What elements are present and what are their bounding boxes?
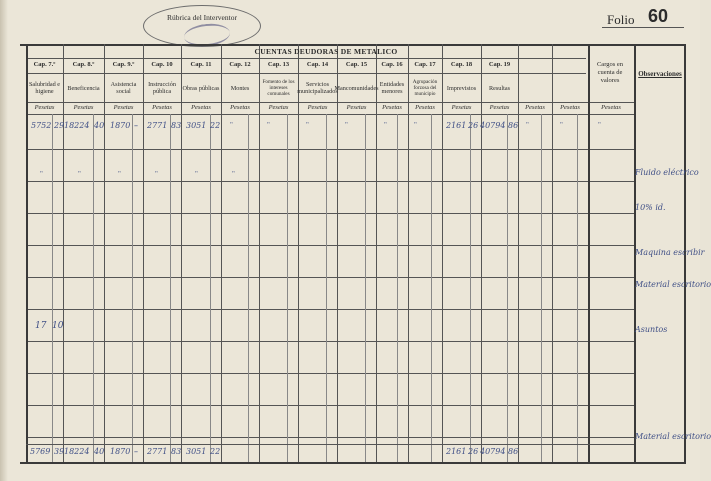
ditto-mark: "	[195, 170, 198, 178]
ditto-mark: "	[155, 170, 158, 178]
column-rule	[287, 114, 288, 462]
column-rule	[93, 114, 94, 462]
ditto-mark: "	[232, 170, 235, 178]
column-name	[552, 76, 588, 102]
column-rule	[170, 114, 171, 462]
column-rule	[210, 114, 211, 462]
column-rule	[541, 114, 542, 462]
column-name: Servicios municipalizados	[297, 81, 338, 95]
row1-cap11-pesetas: 3051	[186, 121, 207, 130]
row1-cap10-pesetas: 2771	[147, 121, 168, 130]
total-cap11-cents: 22	[210, 447, 221, 456]
total-cap7-cents: 39	[54, 447, 65, 456]
column-unit: Pesetas	[346, 104, 367, 111]
obs-entry: Asuntos	[635, 325, 668, 334]
obs-entry: Material escritorio	[635, 432, 711, 441]
column-unit: Pesetas	[34, 104, 55, 111]
total-cap8-pesetas: 18224	[64, 447, 90, 456]
cargos-unit: Pesetas	[601, 104, 621, 111]
ditto-mark: "	[526, 121, 529, 129]
ditto-mark: "	[414, 121, 417, 129]
obs-entry: Material escritorio	[635, 280, 711, 289]
ruling-line	[26, 437, 634, 438]
column-name: Resultas	[489, 84, 510, 92]
total-cap10-cents: 83	[171, 447, 182, 456]
column-rule	[326, 114, 327, 462]
folio-underline	[602, 27, 684, 28]
column-rule	[577, 114, 578, 462]
ditto-mark: "	[230, 121, 233, 129]
total-cap18-cents: 26	[468, 447, 479, 456]
ruling-line	[26, 444, 634, 445]
column-rule	[52, 114, 53, 462]
ditto-mark: "	[267, 121, 270, 129]
seal-label: Rúbrica del Interventor	[167, 13, 237, 22]
total-cap8-cents: 40	[94, 447, 105, 456]
column-unit: Pesetas	[307, 104, 328, 111]
column-cap-label: Cap. 11	[190, 61, 212, 68]
row1-cap8-pesetas: 18224	[64, 121, 90, 130]
column-cap-label: Cap. 16	[381, 61, 403, 68]
column-unit: Pesetas	[560, 104, 580, 111]
ruling-line	[26, 58, 586, 59]
observaciones-header: Observaciones	[638, 70, 682, 78]
total-cap19-cents: 86	[508, 447, 519, 456]
obs-entry: 10% id.	[635, 203, 666, 212]
ruling-line	[20, 44, 686, 46]
ruling-line	[26, 114, 634, 115]
column-name: Salubridad e higiene	[28, 81, 61, 95]
column-unit: Pesetas	[451, 104, 472, 111]
column-unit: Pesetas	[382, 104, 402, 111]
row1-cap10-cents: 83	[171, 121, 182, 130]
column-name: Beneficencia	[67, 84, 100, 92]
row1-cap9-pesetas: 1870	[110, 121, 131, 130]
column-cap-label: Cap. 8.º	[72, 61, 95, 68]
column-rule	[507, 114, 508, 462]
column-name: Entidades menores	[379, 81, 405, 95]
cargos-header: Cargos en cuenta de valores	[596, 61, 624, 85]
row1-cap18-cents: 26	[468, 121, 479, 130]
row1-cap9-cents: –	[134, 121, 138, 130]
rowmid-cap7-cents: 10	[52, 321, 64, 331]
column-rule	[132, 114, 133, 462]
ruling-line	[20, 462, 686, 464]
column-unit: Pesetas	[73, 104, 94, 111]
column-unit: Pesetas	[489, 104, 510, 111]
section-banner: CUENTAS DEUDORAS DE METALICO	[254, 47, 398, 56]
ruling-line	[26, 341, 634, 342]
rowmid-cap7-pesetas: 17	[35, 321, 47, 331]
ruling-line	[26, 73, 586, 74]
column-name: Asistencia social	[110, 81, 137, 95]
column-unit: Pesetas	[415, 104, 435, 111]
column-unit: Pesetas	[113, 104, 134, 111]
column-name: Mancomunidades	[334, 84, 379, 92]
column-name: Montes	[230, 84, 250, 92]
row1-cap7-cents: 29	[54, 121, 65, 130]
folio-label: Folio	[607, 12, 635, 27]
total-cap11-pesetas: 3051	[186, 447, 207, 456]
column-rule	[248, 114, 249, 462]
total-cap9-cents: –	[134, 447, 138, 456]
column-cap-label: Cap. 10	[151, 61, 173, 68]
column-name	[518, 76, 552, 102]
column-rule	[365, 114, 366, 462]
ditto-mark: "	[384, 121, 387, 129]
ditto-mark: "	[78, 170, 81, 178]
column-cap-label: Cap. 9.º	[112, 61, 135, 68]
row1-cap11-cents: 22	[210, 121, 221, 130]
ruling-line	[26, 373, 634, 374]
column-rule	[397, 114, 398, 462]
column-name: Agrupación forzosa del municipio	[412, 79, 438, 97]
obs-entry: Maquina escribir	[635, 248, 705, 257]
column-name: Imprevistos	[446, 84, 477, 92]
column-unit: Pesetas	[525, 104, 545, 111]
column-cap-label: Cap. 13	[267, 61, 290, 68]
total-cap10-pesetas: 2771	[147, 447, 168, 456]
ruling-line	[26, 149, 634, 150]
row1-cap18-pesetas: 2161	[446, 121, 467, 130]
ruling-line	[26, 213, 634, 214]
column-cap-label: Cap. 18	[450, 61, 473, 68]
obs-entry: Fluido eléctrico	[635, 168, 699, 177]
row1-cap19-cents: 86	[508, 121, 519, 130]
interventor-seal	[143, 5, 261, 47]
ruling-line	[26, 277, 634, 278]
ruling-line	[26, 181, 634, 182]
total-cap18-pesetas: 2161	[446, 447, 467, 456]
column-unit: Pesetas	[230, 104, 250, 111]
column-cap-label: Cap. 7.º	[33, 61, 56, 68]
column-rule	[431, 114, 432, 462]
column-cap-label: Cap. 12	[229, 61, 251, 68]
column-unit: Pesetas	[152, 104, 172, 111]
column-unit: Pesetas	[191, 104, 211, 111]
column-name: Instrucción pública	[148, 81, 176, 95]
ditto-mark: "	[118, 170, 121, 178]
ruling-line	[26, 309, 634, 310]
column-cap-label: Cap. 17	[414, 61, 436, 68]
ruling-line	[26, 405, 634, 406]
ditto-mark: "	[560, 121, 563, 129]
ruling-line	[26, 102, 634, 103]
column-name: Fomento de los intereses comunales	[262, 79, 295, 97]
column-cap-label: Cap. 14	[306, 61, 329, 68]
total-cap9-pesetas: 1870	[110, 447, 131, 456]
column-name: Obras públicas	[182, 84, 220, 92]
row1-cap8-cents: 40	[94, 121, 105, 130]
ditto-mark: "	[345, 121, 348, 129]
ditto-mark: "	[40, 170, 43, 178]
row1-cap19-pesetas: 40794	[480, 121, 506, 130]
folio-number: 60	[648, 6, 669, 26]
column-rule	[470, 114, 471, 462]
ruling-line	[26, 245, 634, 246]
column-unit: Pesetas	[268, 104, 289, 111]
column-cap-label: Cap. 19	[488, 61, 511, 68]
row1-cap7-pesetas: 5752	[31, 121, 52, 130]
total-cap7-pesetas: 5769	[30, 447, 51, 456]
ditto-mark: "	[306, 121, 309, 129]
total-cap19-pesetas: 40794	[480, 447, 506, 456]
column-cap-label: Cap. 15	[345, 61, 368, 68]
ditto-mark: "	[598, 121, 601, 129]
